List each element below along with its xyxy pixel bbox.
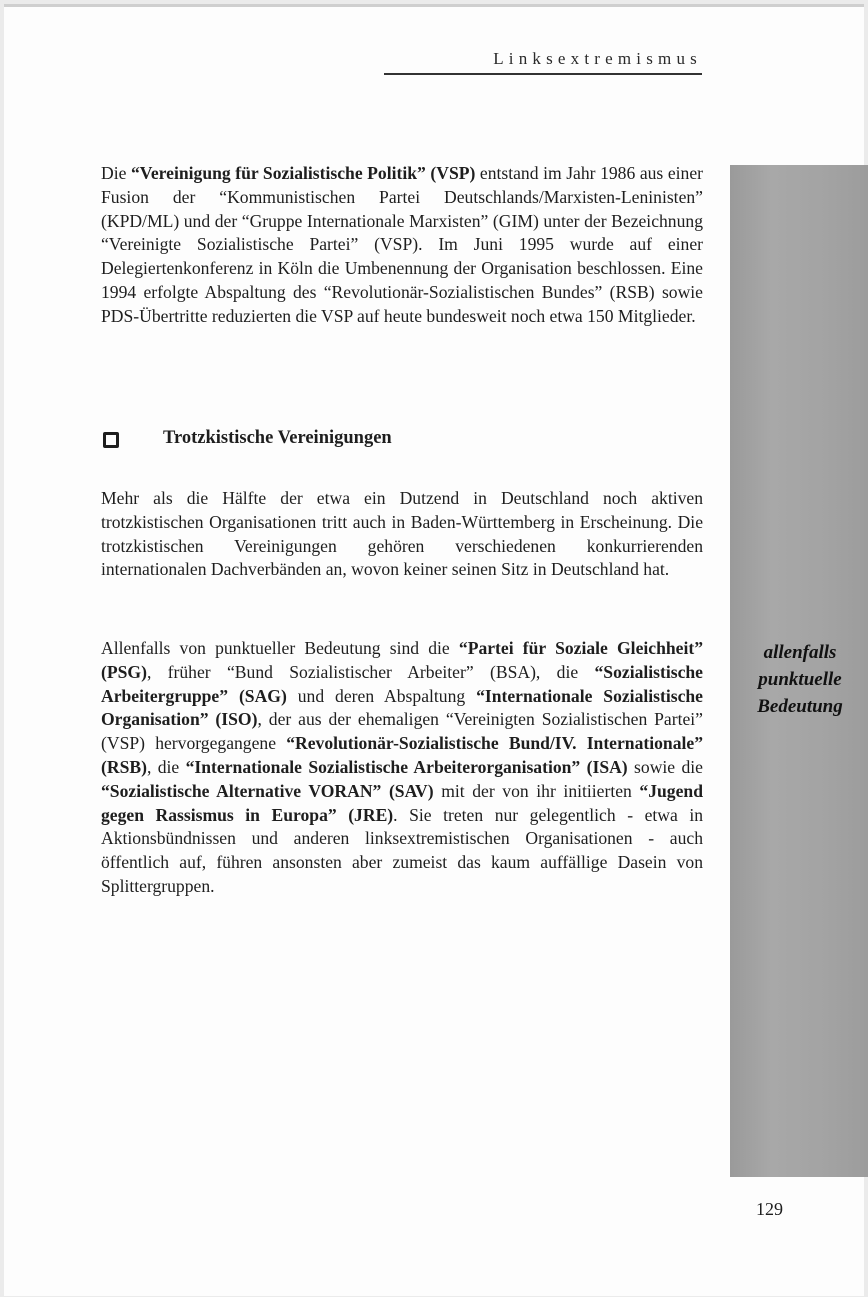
org-name-sag: “Sozialistische Arbeitergruppe” (SAG) — [101, 661, 703, 706]
margin-note-line: allenfalls — [763, 642, 837, 663]
text-span: sowie die — [627, 756, 703, 777]
margin-note-line: punktuelle — [758, 669, 842, 690]
text-span: . Sie treten nur gelegentlich - etwa in Aktionsbündnissen und anderen linksextremistischen Organisationen - auch öffentlich auf, führen ansonsten aber zumeist das kaum auffällige Dasein von Splittergruppen. — [101, 804, 704, 896]
org-name-vsp: “Vereinigung für Sozialistische Politik” (VSP) — [130, 163, 476, 183]
org-name-isa: “Internationale Sozialistische Arbeiterorganisation” (ISA) — [185, 756, 628, 777]
text-span: , früher “Bund Sozialistischer Arbeiter” (BSA), die — [146, 661, 595, 682]
checkbox-icon — [103, 432, 119, 448]
org-name-rsb: “Revolutionär-Sozialistische Bund/IV. Internationale” (RSB) — [101, 733, 703, 777]
org-name-iso: “Internationale Sozialistische Organisation” (ISO) — [101, 685, 703, 730]
text-span: Die — [101, 163, 131, 183]
text-span: mit der von ihr initiierten — [433, 780, 640, 801]
document-page — [4, 4, 864, 1296]
paragraph-trotzkist-intro: Mehr als die Hälfte der etwa ein Dutzend in Deutschland noch aktiven trotzkistischen Organisationen tritt auch in Baden-Württemberg in Erscheinung. Die trotzkistischen Vereinigungen gehören verschiedenen konkurrierenden internationalen Dachverbänden an, wovon keiner seinen Sitz in Deutschland hat. — [101, 488, 703, 580]
text-span: , die — [146, 756, 186, 777]
section-heading — [101, 428, 703, 456]
text-span: Allenfalls von punktueller Bedeutung sind die — [101, 638, 459, 658]
text-span: , der aus der ehemaligen “Vereinigten Sozialistischen Partei” (VSP) hervorgegangene — [101, 709, 703, 754]
page-number: 129 — [756, 1199, 783, 1219]
text-span: und deren Abspaltung — [286, 685, 477, 706]
text-span: entstand im Jahr 1986 aus einer Fusion der “Kommunistischen Partei Deutschlands/Marxisten-Leninisten” (KPD/ML) und der “Gruppe Internationale Marxisten” (GIM) unter der Bezeichnung “Vereinigte Sozialistische Partei” (VSP). Im Juni 1995 wurde auf einer Delegiertenkonferenz in Köln die Umbenennung der Organisation beschlossen. Eine 1994 erfolgte Abspaltung des “Revolutionär-Sozialistischen Bundes” (RSB) sowie PDS-Übertritte reduzierten die VSP auf heute bundesweit noch etwa 150 Mitglieder. — [101, 163, 703, 326]
margin-note — [732, 639, 868, 720]
running-header: Linksextremismus — [384, 49, 702, 75]
paragraph-organizations — [101, 637, 703, 899]
paragraph-vsp — [101, 162, 703, 329]
org-name-jre: “Jugend gegen Rassismus in Europa” (JRE) — [101, 780, 703, 825]
org-name-psg: “Partei für Soziale Gleichheit” (PSG) — [101, 638, 703, 682]
section-title: Trotzkistische Vereinigungen — [163, 428, 392, 448]
org-name-sav: “Sozialistische Alternative VORAN” (SAV) — [101, 780, 434, 801]
margin-note-line: Bedeutung — [757, 696, 843, 717]
